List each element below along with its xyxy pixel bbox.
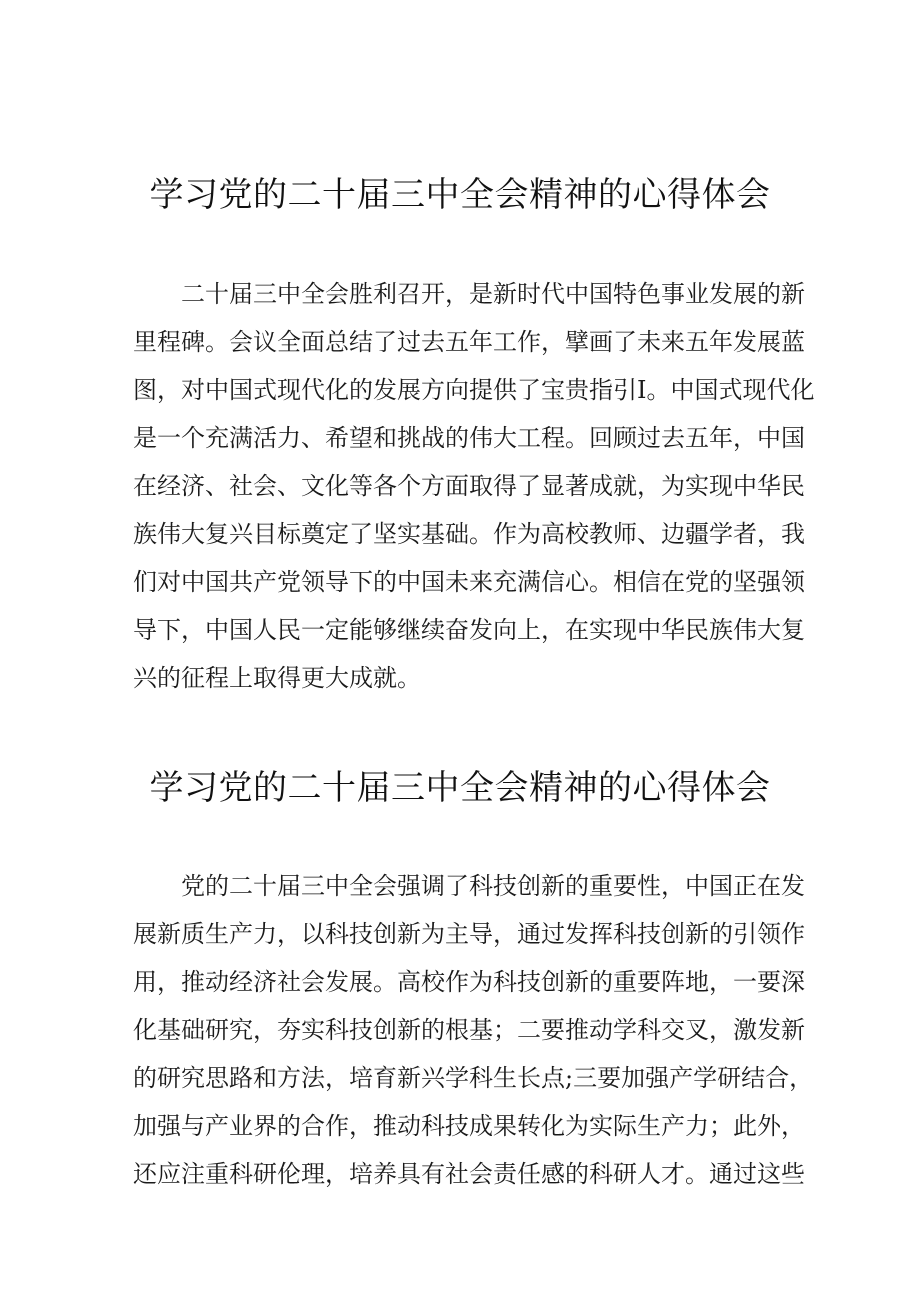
paragraph-line: 族伟大复兴目标奠定了坚实基础。作为高校教师、边疆学者，我 (133, 520, 805, 548)
paragraph-line: 里程碑。会议全面总结了过去五年工作，擘画了未来五年发展蓝 (133, 328, 805, 356)
paragraph-line: 在经济、社会、文化等各个方面取得了显著成就，为实现中华民 (133, 472, 805, 500)
paragraph-line: 展新质生产力，以科技创新为主导，通过发挥科技创新的引领作 (133, 920, 805, 948)
paragraph-line: 兴的征程上取得更大成就。 (133, 664, 421, 692)
paragraph-line: 化基础研究，夯实科技创新的根基；二要推动学科交叉，激发新 (133, 1016, 805, 1044)
body-paragraph (133, 862, 814, 1198)
section-title: 学习党的二十届三中全会精神的心得体会 (149, 175, 771, 215)
paragraph-line: 二十届三中全会胜利召开，是新时代中国特色事业发展的新 (181, 280, 805, 308)
paragraph-line: 的研究思路和方法，培育新兴学科生长点;三要加强产学研结合， (133, 1064, 814, 1092)
paragraph-line: 导下，中国人民一定能够继续奋发向上，在实现中华民族伟大复 (133, 616, 805, 644)
paragraph-line: 是一个充满活力、希望和挑战的伟大工程。回顾过去五年，中国 (133, 424, 805, 452)
paragraph-line: 还应注重科研伦理，培养具有社会责任感的科研人才。通过这些 (133, 1160, 805, 1188)
body-paragraph (133, 270, 815, 702)
paragraph-line: 们对中国共产党领导下的中国未来充满信心。相信在党的坚强领 (133, 568, 805, 596)
paragraph-line: 加强与产业界的合作，推动科技成果转化为实际生产力；此外， (133, 1112, 805, 1140)
paragraph-line: 图，对中国式现代化的发展方向提供了宝贵指引I。中国式现代化 (133, 376, 815, 404)
section-title: 学习党的二十届三中全会精神的心得体会 (149, 768, 771, 808)
paragraph-line: 党的二十届三中全会强调了科技创新的重要性，中国正在发 (181, 872, 805, 900)
paragraph-line: 用，推动经济社会发展。高校作为科技创新的重要阵地，一要深 (133, 968, 805, 996)
